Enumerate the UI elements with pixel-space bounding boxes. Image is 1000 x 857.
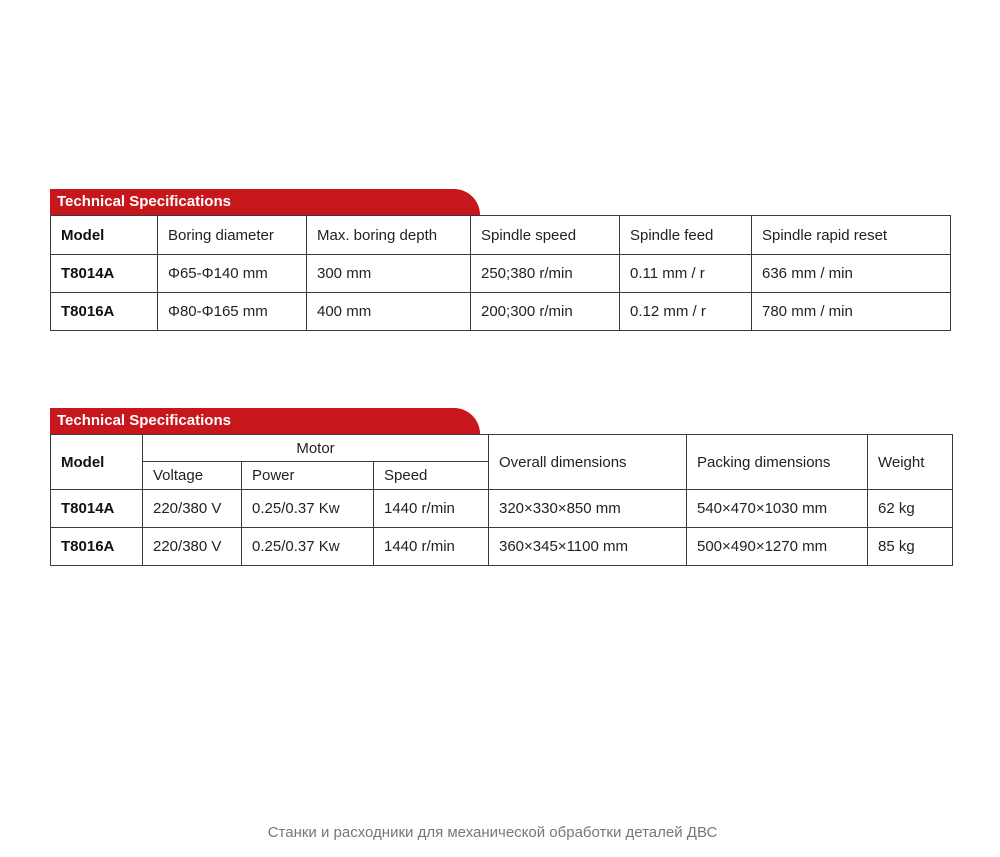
cell-spindle-feed: 0.11 mm / r (620, 255, 752, 293)
cell-overall-dimensions: 360×345×1100 mm (489, 528, 687, 566)
cell-power: 0.25/0.37 Kw (242, 490, 374, 528)
cell-overall-dimensions: 320×330×850 mm (489, 490, 687, 528)
table-header-row (51, 435, 953, 462)
header-spindle-feed: Spindle feed (620, 216, 752, 255)
cell-model: T8014A (51, 255, 158, 293)
cell-speed: 1440 r/min (374, 528, 489, 566)
header-spindle-speed: Spindle speed (471, 216, 620, 255)
cell-weight: 62 kg (868, 490, 953, 528)
header-spindle-rapid-reset: Spindle rapid reset (752, 216, 951, 255)
cell-model: T8016A (51, 293, 158, 331)
cell-weight: 85 kg (868, 528, 953, 566)
cell-boring-diameter: Φ80-Φ165 mm (158, 293, 307, 331)
header-weight: Weight (868, 435, 953, 490)
cell-packing-dimensions: 540×470×1030 mm (687, 490, 868, 528)
cell-voltage: 220/380 V (143, 490, 242, 528)
cell-spindle-rapid-reset: 636 mm / min (752, 255, 951, 293)
cell-boring-diameter: Φ65-Φ140 mm (158, 255, 307, 293)
cell-power: 0.25/0.37 Kw (242, 528, 374, 566)
cell-spindle-speed: 200;300 r/min (471, 293, 620, 331)
header-model: Model (51, 435, 143, 490)
cell-spindle-rapid-reset: 780 mm / min (752, 293, 951, 331)
table-row (51, 490, 953, 528)
header-model: Model (51, 216, 158, 255)
header-boring-diameter: Boring diameter (158, 216, 307, 255)
cell-spindle-feed: 0.12 mm / r (620, 293, 752, 331)
header-max-boring-depth: Max. boring depth (307, 216, 471, 255)
spec-table (50, 215, 951, 331)
header-voltage: Voltage (143, 462, 242, 490)
cell-spindle-speed: 250;380 r/min (471, 255, 620, 293)
table-row (51, 255, 951, 293)
spec-table-motor (50, 408, 952, 566)
spec-table (50, 434, 953, 566)
table-row (51, 528, 953, 566)
cell-max-boring-depth: 300 mm (307, 255, 471, 293)
footer-caption: Станки и расходники для механической обработки деталей ДВС (267, 824, 718, 841)
header-packing-dimensions: Packing dimensions (687, 435, 868, 490)
table-title-tab: Technical Specifications (50, 189, 480, 215)
header-overall-dimensions: Overall dimensions (489, 435, 687, 490)
header-power: Power (242, 462, 374, 490)
cell-speed: 1440 r/min (374, 490, 489, 528)
spec-table-main (50, 189, 950, 331)
table-header-row (51, 216, 951, 255)
cell-max-boring-depth: 400 mm (307, 293, 471, 331)
table-row (51, 293, 951, 331)
cell-packing-dimensions: 500×490×1270 mm (687, 528, 868, 566)
table-title-tab: Technical Specifications (50, 408, 480, 434)
cell-model: T8014A (51, 490, 143, 528)
header-motor: Motor (143, 435, 489, 462)
header-speed: Speed (374, 462, 489, 490)
cell-model: T8016A (51, 528, 143, 566)
cell-voltage: 220/380 V (143, 528, 242, 566)
